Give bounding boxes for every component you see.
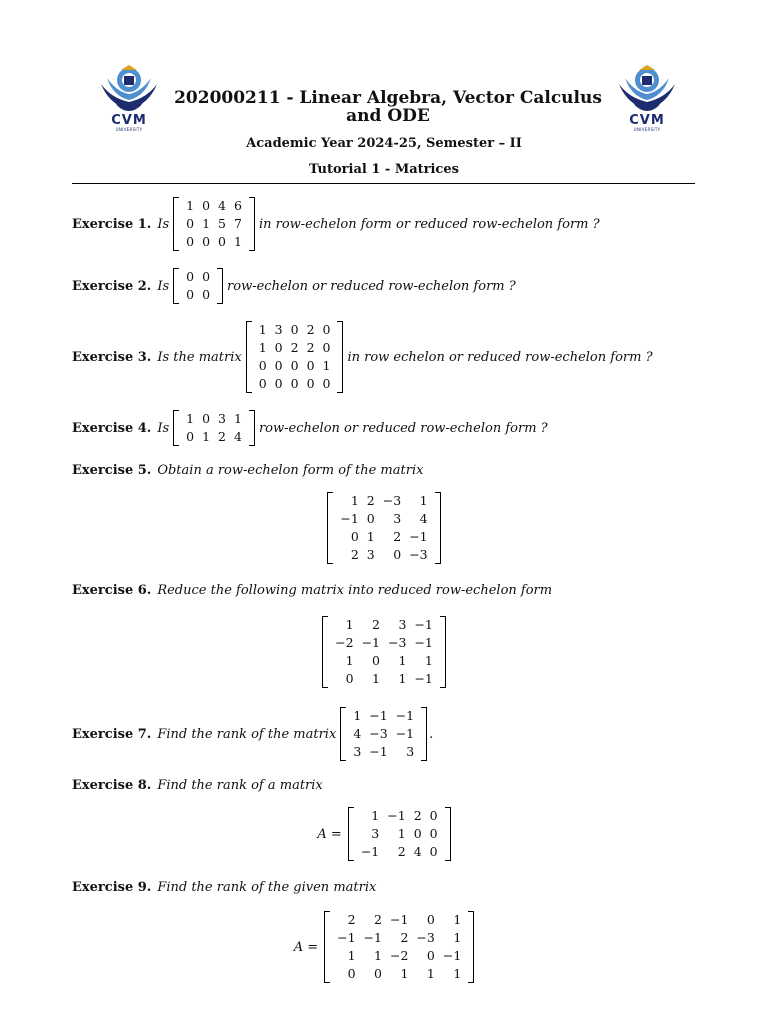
- matrix-entry: 0: [393, 547, 402, 562]
- tutorial-title: Tutorial 1 - Matrices: [309, 162, 459, 177]
- matrix-entry: 0: [202, 269, 211, 284]
- matrix-row: [357, 843, 442, 861]
- matrix-entry: 1: [453, 966, 462, 981]
- matrix-entry: −2: [389, 948, 409, 963]
- matrix: [340, 707, 427, 761]
- matrix-entry: 1: [353, 708, 362, 723]
- matrix-entry: 2: [306, 322, 315, 337]
- matrix-entry: 3: [366, 547, 375, 562]
- matrix-entry: 1: [186, 198, 195, 213]
- matrix-entry: 4: [353, 726, 362, 741]
- matrix-row: [333, 965, 465, 983]
- matrix-entry: 2: [400, 930, 409, 945]
- exercise-text: Is: [157, 420, 170, 436]
- exercise-label: Exercise 9.: [72, 879, 152, 895]
- matrix-entry: 0: [306, 376, 315, 391]
- matrix-entry: 0: [306, 358, 315, 373]
- matrix-row: [331, 616, 437, 634]
- matrix-entry: −1: [409, 529, 428, 544]
- matrix-row: [336, 546, 431, 564]
- matrix-entry: 0: [366, 511, 375, 526]
- matrix-entry: 3: [218, 411, 226, 426]
- matrix-entry: 1: [322, 358, 331, 373]
- matrix-entry: 1: [186, 411, 195, 426]
- exercise-2: [72, 266, 516, 306]
- exercise-text: row-echelon or reduced row-echelon form ?: [258, 420, 548, 436]
- matrix-table: [182, 197, 246, 251]
- exercise-label: Exercise 2.: [72, 278, 152, 294]
- matrix-row: [182, 268, 214, 286]
- matrix-entry: 0: [413, 826, 422, 841]
- emblem-icon: [615, 64, 679, 116]
- matrix-entry: 2: [218, 429, 226, 444]
- academic-year: Academic Year 2024-25, Semester – II: [246, 136, 522, 151]
- matrix-row: [255, 357, 335, 375]
- matrix-entry: 0: [322, 340, 331, 355]
- matrix-entry: 1: [234, 411, 242, 426]
- matrix-entry: 3: [274, 322, 283, 337]
- matrix: [173, 197, 255, 251]
- matrix-entry: 2: [306, 340, 315, 355]
- logo-subtext: UNIVERSITY: [115, 127, 143, 132]
- matrix-entry: −1: [414, 671, 433, 686]
- matrix-entry: 0: [186, 429, 195, 444]
- matrix-entry: −1: [363, 930, 382, 945]
- matrix-entry: −1: [340, 511, 359, 526]
- matrix-entry: 1: [397, 826, 406, 841]
- exercise-text: Find the rank of the given matrix: [157, 879, 377, 895]
- exercise-text: row-echelon or reduced row-echelon form ?: [227, 278, 516, 294]
- matrix-entry: 0: [202, 234, 211, 249]
- exercise-text: Is: [157, 278, 170, 294]
- matrix-row: [255, 339, 335, 357]
- matrix-entry: 1: [400, 966, 409, 981]
- matrix-entry: −1: [414, 635, 433, 650]
- matrix-entry: 0: [322, 322, 331, 337]
- matrix-entry: 1: [202, 429, 211, 444]
- matrix-lhs: A =: [317, 826, 342, 842]
- exercise-text: Is: [157, 216, 170, 232]
- matrix-entry: 0: [350, 529, 359, 544]
- matrix-entry: −3: [369, 726, 388, 741]
- matrix-row: [331, 670, 437, 688]
- matrix-entry: 0: [345, 671, 354, 686]
- logo-text: CVM: [629, 113, 665, 128]
- matrix-entry: 1: [258, 340, 267, 355]
- matrix-entry: −1: [361, 635, 380, 650]
- logo-subtext: UNIVERSITY: [633, 127, 661, 132]
- matrix-entry: −1: [360, 844, 380, 859]
- matrix-entry: 1: [374, 948, 382, 963]
- matrix-entry: 0: [202, 198, 211, 213]
- matrix-row: [349, 707, 418, 725]
- matrix-table: [255, 321, 335, 393]
- matrix-entry: 0: [186, 234, 195, 249]
- matrix-row: [336, 510, 431, 528]
- matrix-entry: 2: [374, 912, 382, 927]
- exercise-text: Find the rank of a matrix: [157, 777, 323, 793]
- matrix-entry: 2: [347, 912, 356, 927]
- matrix-entry: 0: [429, 844, 438, 859]
- matrix-row: [182, 428, 246, 446]
- university-logo-right: [615, 64, 679, 134]
- matrix-entry: 0: [258, 376, 267, 391]
- matrix-entry: 1: [258, 322, 267, 337]
- matrix-entry: 1: [372, 671, 380, 686]
- matrix-row: [349, 743, 418, 761]
- matrix-entry: −1: [395, 726, 415, 741]
- matrix: [327, 492, 440, 564]
- exercise-label: Exercise 4.: [72, 420, 152, 436]
- matrix-entry: 0: [258, 358, 267, 373]
- matrix-entry: 0: [322, 376, 331, 391]
- matrix-entry: 1: [202, 216, 211, 231]
- matrix-entry: 1: [366, 529, 375, 544]
- matrix-entry: −3: [388, 635, 407, 650]
- matrix-entry: 2: [393, 529, 402, 544]
- matrix-entry: 3: [406, 744, 415, 759]
- matrix-row: [182, 233, 246, 251]
- matrix-entry: 1: [398, 671, 407, 686]
- matrix-entry: −3: [382, 493, 402, 508]
- matrix-table: [357, 807, 442, 861]
- matrix-row: [357, 825, 442, 843]
- exercise-5-matrix-block: [0, 490, 768, 566]
- matrix-entry: −1: [389, 912, 409, 927]
- matrix-entry: −1: [395, 708, 415, 723]
- matrix-entry: 3: [353, 744, 362, 759]
- matrix-row: [182, 286, 214, 304]
- matrix-entry: 1: [426, 966, 435, 981]
- matrix-entry: 0: [290, 358, 299, 373]
- matrix-entry: 0: [202, 287, 211, 302]
- exercise-9-matrix-block: [0, 909, 768, 985]
- matrix-entry: 1: [424, 653, 433, 668]
- matrix-row: [182, 197, 246, 215]
- matrix: [324, 911, 474, 983]
- exercise-label: Exercise 8.: [72, 777, 152, 793]
- matrix-entry: 0: [186, 269, 195, 284]
- matrix-entry: 0: [202, 411, 211, 426]
- matrix-entry: 0: [218, 234, 226, 249]
- matrix-row: [255, 375, 335, 393]
- matrix-entry: −1: [369, 744, 388, 759]
- matrix-entry: −1: [369, 708, 388, 723]
- matrix-entry: 2: [350, 547, 359, 562]
- matrix-entry: −3: [409, 547, 428, 562]
- matrix-entry: −1: [387, 808, 406, 823]
- matrix-entry: 1: [234, 234, 242, 249]
- matrix-row: [333, 947, 465, 965]
- matrix-row: [333, 929, 465, 947]
- matrix-entry: 2: [397, 844, 406, 859]
- matrix-entry: 1: [347, 948, 356, 963]
- exercise-text: Find the rank of the matrix: [157, 726, 337, 742]
- exercise-text: Reduce the following matrix into reduced row-echelon form: [157, 582, 553, 598]
- matrix-entry: 4: [413, 844, 422, 859]
- matrix-entry: 1: [453, 930, 462, 945]
- matrix-entry: 0: [274, 340, 283, 355]
- matrix-row: [349, 725, 418, 743]
- matrix-entry: 4: [419, 511, 428, 526]
- matrix-entry: 6: [234, 198, 242, 213]
- exercise-label: Exercise 7.: [72, 726, 152, 742]
- university-logo-left: [97, 64, 161, 134]
- matrix-entry: 0: [374, 966, 382, 981]
- exercise-text: Is the matrix: [157, 349, 242, 365]
- matrix-row: [331, 634, 437, 652]
- matrix-entry: −2: [335, 635, 354, 650]
- matrix-entry: 1: [371, 808, 380, 823]
- matrix: [246, 321, 344, 393]
- matrix-row: [336, 528, 431, 546]
- matrix-row: [182, 410, 246, 428]
- matrix-table: [333, 911, 465, 983]
- matrix-entry: 0: [186, 287, 195, 302]
- exercise-5: [72, 460, 423, 480]
- matrix-entry: 7: [234, 216, 242, 231]
- header-divider: [72, 183, 695, 184]
- matrix-row: [357, 807, 442, 825]
- exercise-text: Obtain a row-echelon form of the matrix: [157, 462, 424, 478]
- matrix-row: [331, 652, 437, 670]
- matrix-lhs: A =: [293, 939, 319, 955]
- matrix-entry: 2: [366, 493, 375, 508]
- matrix-entry: 2: [413, 808, 422, 823]
- exercise-label: Exercise 1.: [72, 216, 152, 232]
- matrix-entry: 1: [453, 912, 462, 927]
- matrix: [173, 268, 223, 304]
- matrix-entry: 0: [290, 376, 299, 391]
- matrix-entry: 0: [426, 912, 435, 927]
- matrix-entry: 3: [398, 617, 407, 632]
- matrix-entry: 0: [290, 322, 299, 337]
- matrix-entry: −1: [414, 617, 433, 632]
- matrix-entry: −3: [416, 930, 435, 945]
- matrix-entry: 1: [345, 653, 354, 668]
- matrix-row: [182, 215, 246, 233]
- matrix-entry: 0: [429, 826, 438, 841]
- matrix-row: [336, 492, 431, 510]
- matrix-entry: 0: [186, 216, 195, 231]
- matrix: [322, 616, 446, 688]
- exercise-1: [72, 194, 600, 254]
- matrix-entry: 0: [426, 948, 435, 963]
- matrix-entry: 0: [274, 358, 283, 373]
- matrix-entry: 0: [274, 376, 283, 391]
- matrix-table: [182, 268, 214, 304]
- exercise-8-matrix-block: [0, 805, 768, 863]
- matrix-entry: 1: [345, 617, 354, 632]
- period: .: [429, 726, 434, 742]
- emblem-icon: [97, 64, 161, 116]
- matrix-entry: 1: [350, 493, 359, 508]
- exercise-4: [72, 408, 548, 448]
- matrix-entry: 5: [218, 216, 226, 231]
- exercise-9: [72, 877, 376, 897]
- matrix-table: [336, 492, 431, 564]
- matrix-row: [255, 321, 335, 339]
- exercise-label: Exercise 5.: [72, 462, 152, 478]
- matrix-entry: 2: [290, 340, 299, 355]
- matrix-entry: 2: [372, 617, 380, 632]
- matrix-entry: 0: [347, 966, 356, 981]
- logo-text: CVM: [111, 113, 147, 128]
- matrix-entry: 3: [393, 511, 402, 526]
- exercise-label: Exercise 6.: [72, 582, 152, 598]
- exercise-text: in row echelon or reduced row-echelon form ?: [347, 349, 653, 365]
- matrix-entry: 1: [419, 493, 428, 508]
- course-title: 202000211 - Linear Algebra, Vector Calculus and ODE: [174, 88, 602, 126]
- matrix-entry: −1: [442, 948, 462, 963]
- exercise-label: Exercise 3.: [72, 349, 152, 365]
- exercise-3: [72, 319, 653, 395]
- matrix-row: [333, 911, 465, 929]
- exercise-7: [72, 705, 433, 763]
- matrix-entry: 4: [218, 198, 226, 213]
- matrix-entry: 0: [429, 808, 438, 823]
- exercise-6-matrix-block: [0, 614, 768, 690]
- exercise-text: in row-echelon form or reduced row-echelon form ?: [258, 216, 600, 232]
- matrix-entry: −1: [337, 930, 356, 945]
- matrix-entry: 4: [234, 429, 242, 444]
- matrix-table: [331, 616, 437, 688]
- matrix-table: [349, 707, 418, 761]
- matrix-entry: 3: [371, 826, 380, 841]
- exercise-8: [72, 775, 323, 795]
- matrix-entry: 0: [372, 653, 380, 668]
- matrix: [173, 410, 255, 446]
- matrix-entry: 1: [398, 653, 407, 668]
- exercise-6: [72, 580, 552, 600]
- matrix: [348, 807, 451, 861]
- matrix-table: [182, 410, 246, 446]
